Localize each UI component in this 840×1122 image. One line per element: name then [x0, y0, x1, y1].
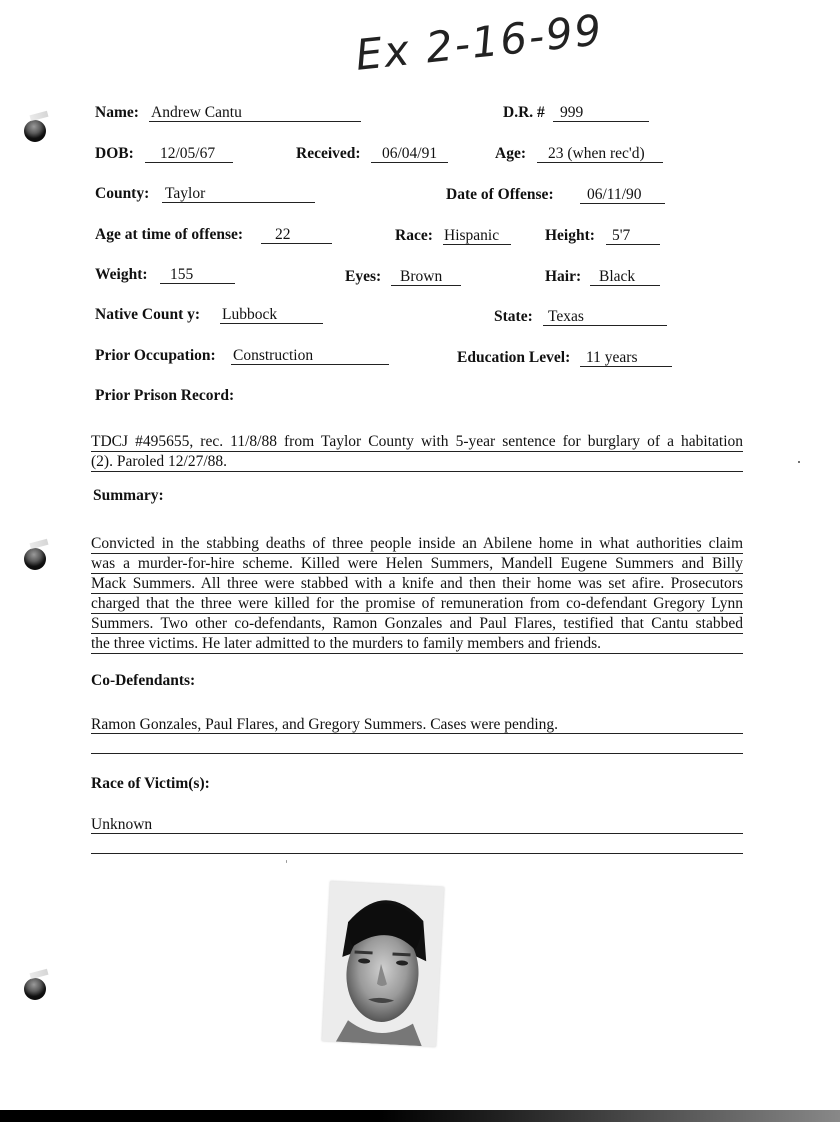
hair-value: Black: [599, 268, 636, 285]
scan-edge-bar: [0, 1110, 840, 1122]
summary-text: [91, 534, 743, 654]
weight-label: Weight:: [95, 266, 148, 283]
eyes-label: Eyes:: [345, 268, 382, 285]
received-label: Received:: [296, 145, 361, 162]
race-value: Hispanic: [444, 227, 500, 244]
eyes-value: Brown: [400, 268, 443, 285]
native-county-label: Native Count y:: [95, 306, 201, 323]
race-label: Race:: [395, 227, 433, 244]
prior-prison-record-line: (2). Paroled 12/27/88.: [91, 452, 743, 472]
handwritten-annotation: Ex 2-16-99: [353, 5, 606, 80]
weight-underline: [160, 283, 235, 284]
scan-speck: [286, 860, 287, 863]
dob-label: DOB:: [95, 145, 134, 162]
age-at-offense-value: 22: [275, 226, 291, 243]
prior-prison-record-heading: Prior Prison Record:: [95, 387, 235, 404]
dr-label: D.R. #: [503, 104, 545, 121]
name-value: Andrew Cantu: [151, 104, 242, 121]
eyes-underline: [391, 285, 461, 286]
punch-hole-middle: [24, 548, 46, 570]
prior-occupation-label: Prior Occupation:: [95, 347, 216, 364]
age-at-offense-label: Age at time of offense:: [95, 226, 244, 243]
received-underline: [371, 162, 448, 163]
date-of-offense-underline: [580, 203, 665, 204]
age-label: Age:: [495, 145, 526, 162]
race-underline: [443, 244, 511, 245]
received-value: 06/04/91: [382, 145, 438, 162]
age-value: 23 (when rec'd): [548, 145, 645, 162]
height-label: Height:: [545, 227, 595, 244]
county-label: County:: [95, 185, 150, 202]
summary-heading: Summary:: [93, 487, 164, 504]
race-of-victims-heading: Race of Victim(s):: [91, 775, 210, 792]
prior-prison-record-text: [91, 432, 743, 472]
name-underline: [149, 121, 361, 122]
summary-line: the three victims. He later admitted to the murders to family members and friends.: [91, 634, 743, 654]
state-label: State:: [494, 308, 533, 325]
inmate-photo-image: [322, 881, 444, 1047]
state-underline: [543, 325, 667, 326]
dr-underline: [553, 121, 649, 122]
state-value: Texas: [548, 308, 584, 325]
punch-hole-top: [24, 120, 46, 142]
inmate-photo: [322, 881, 444, 1047]
summary-line: charged that the three were killed for the promise of remuneration from co-defendant Gregory Lynn: [91, 595, 743, 612]
education-level-value: 11 years: [586, 349, 638, 366]
co-defendants-heading: Co-Defendants:: [91, 672, 196, 689]
prior-occupation-underline: [231, 364, 389, 365]
county-value: Taylor: [165, 185, 206, 202]
prior-occupation-value: Construction: [233, 347, 314, 364]
native-county-underline: [220, 323, 323, 324]
co-defendants-line: Ramon Gonzales, Paul Flares, and Gregory Summers. Cases were pending.: [91, 714, 743, 734]
prior-prison-record-line: TDCJ #495655, rec. 11/8/88 from Taylor County with 5-year sentence for burglary of a habitation: [91, 433, 743, 450]
weight-value: 155: [170, 266, 194, 283]
name-label: Name:: [95, 104, 139, 121]
summary-line: was a murder-for-hire scheme. Killed were Helen Summers, Mandell Eugene Summers and Billy: [91, 555, 743, 572]
county-underline: [162, 202, 315, 203]
education-level-label: Education Level:: [457, 349, 571, 366]
dob-value: 12/05/67: [160, 145, 216, 162]
date-of-offense-value: 06/11/90: [587, 186, 642, 203]
dr-value: 999: [560, 104, 584, 121]
race-of-victims-line: [91, 834, 743, 854]
date-of-offense-label: Date of Offense:: [446, 186, 554, 203]
dob-underline: [145, 162, 233, 163]
summary-line: Summers. Two other co-defendants, Ramon Gonzales and Paul Flares, testified that Cantu stabbed: [91, 615, 743, 632]
co-defendants-text: [91, 714, 743, 754]
age-underline: [537, 162, 663, 163]
hair-label: Hair:: [545, 268, 582, 285]
summary-line: Convicted in the stabbing deaths of three people inside an Abilene home in what authorities claim: [91, 535, 743, 552]
height-underline: [606, 244, 660, 245]
age-at-offense-underline: [261, 243, 332, 244]
height-value: 5'7: [612, 227, 631, 244]
hair-underline: [590, 285, 660, 286]
education-level-underline: [580, 366, 672, 367]
punch-hole-bottom: [24, 978, 46, 1000]
scan-speck: [798, 461, 800, 463]
co-defendants-line: [91, 734, 743, 754]
native-county-value: Lubbock: [222, 306, 278, 323]
race-of-victims-text: [91, 814, 743, 854]
summary-line: Mack Summers. All three were stabbed with a knife and then their home was set afire. Prosecutors: [91, 575, 743, 592]
race-of-victims-line: Unknown: [91, 814, 743, 834]
